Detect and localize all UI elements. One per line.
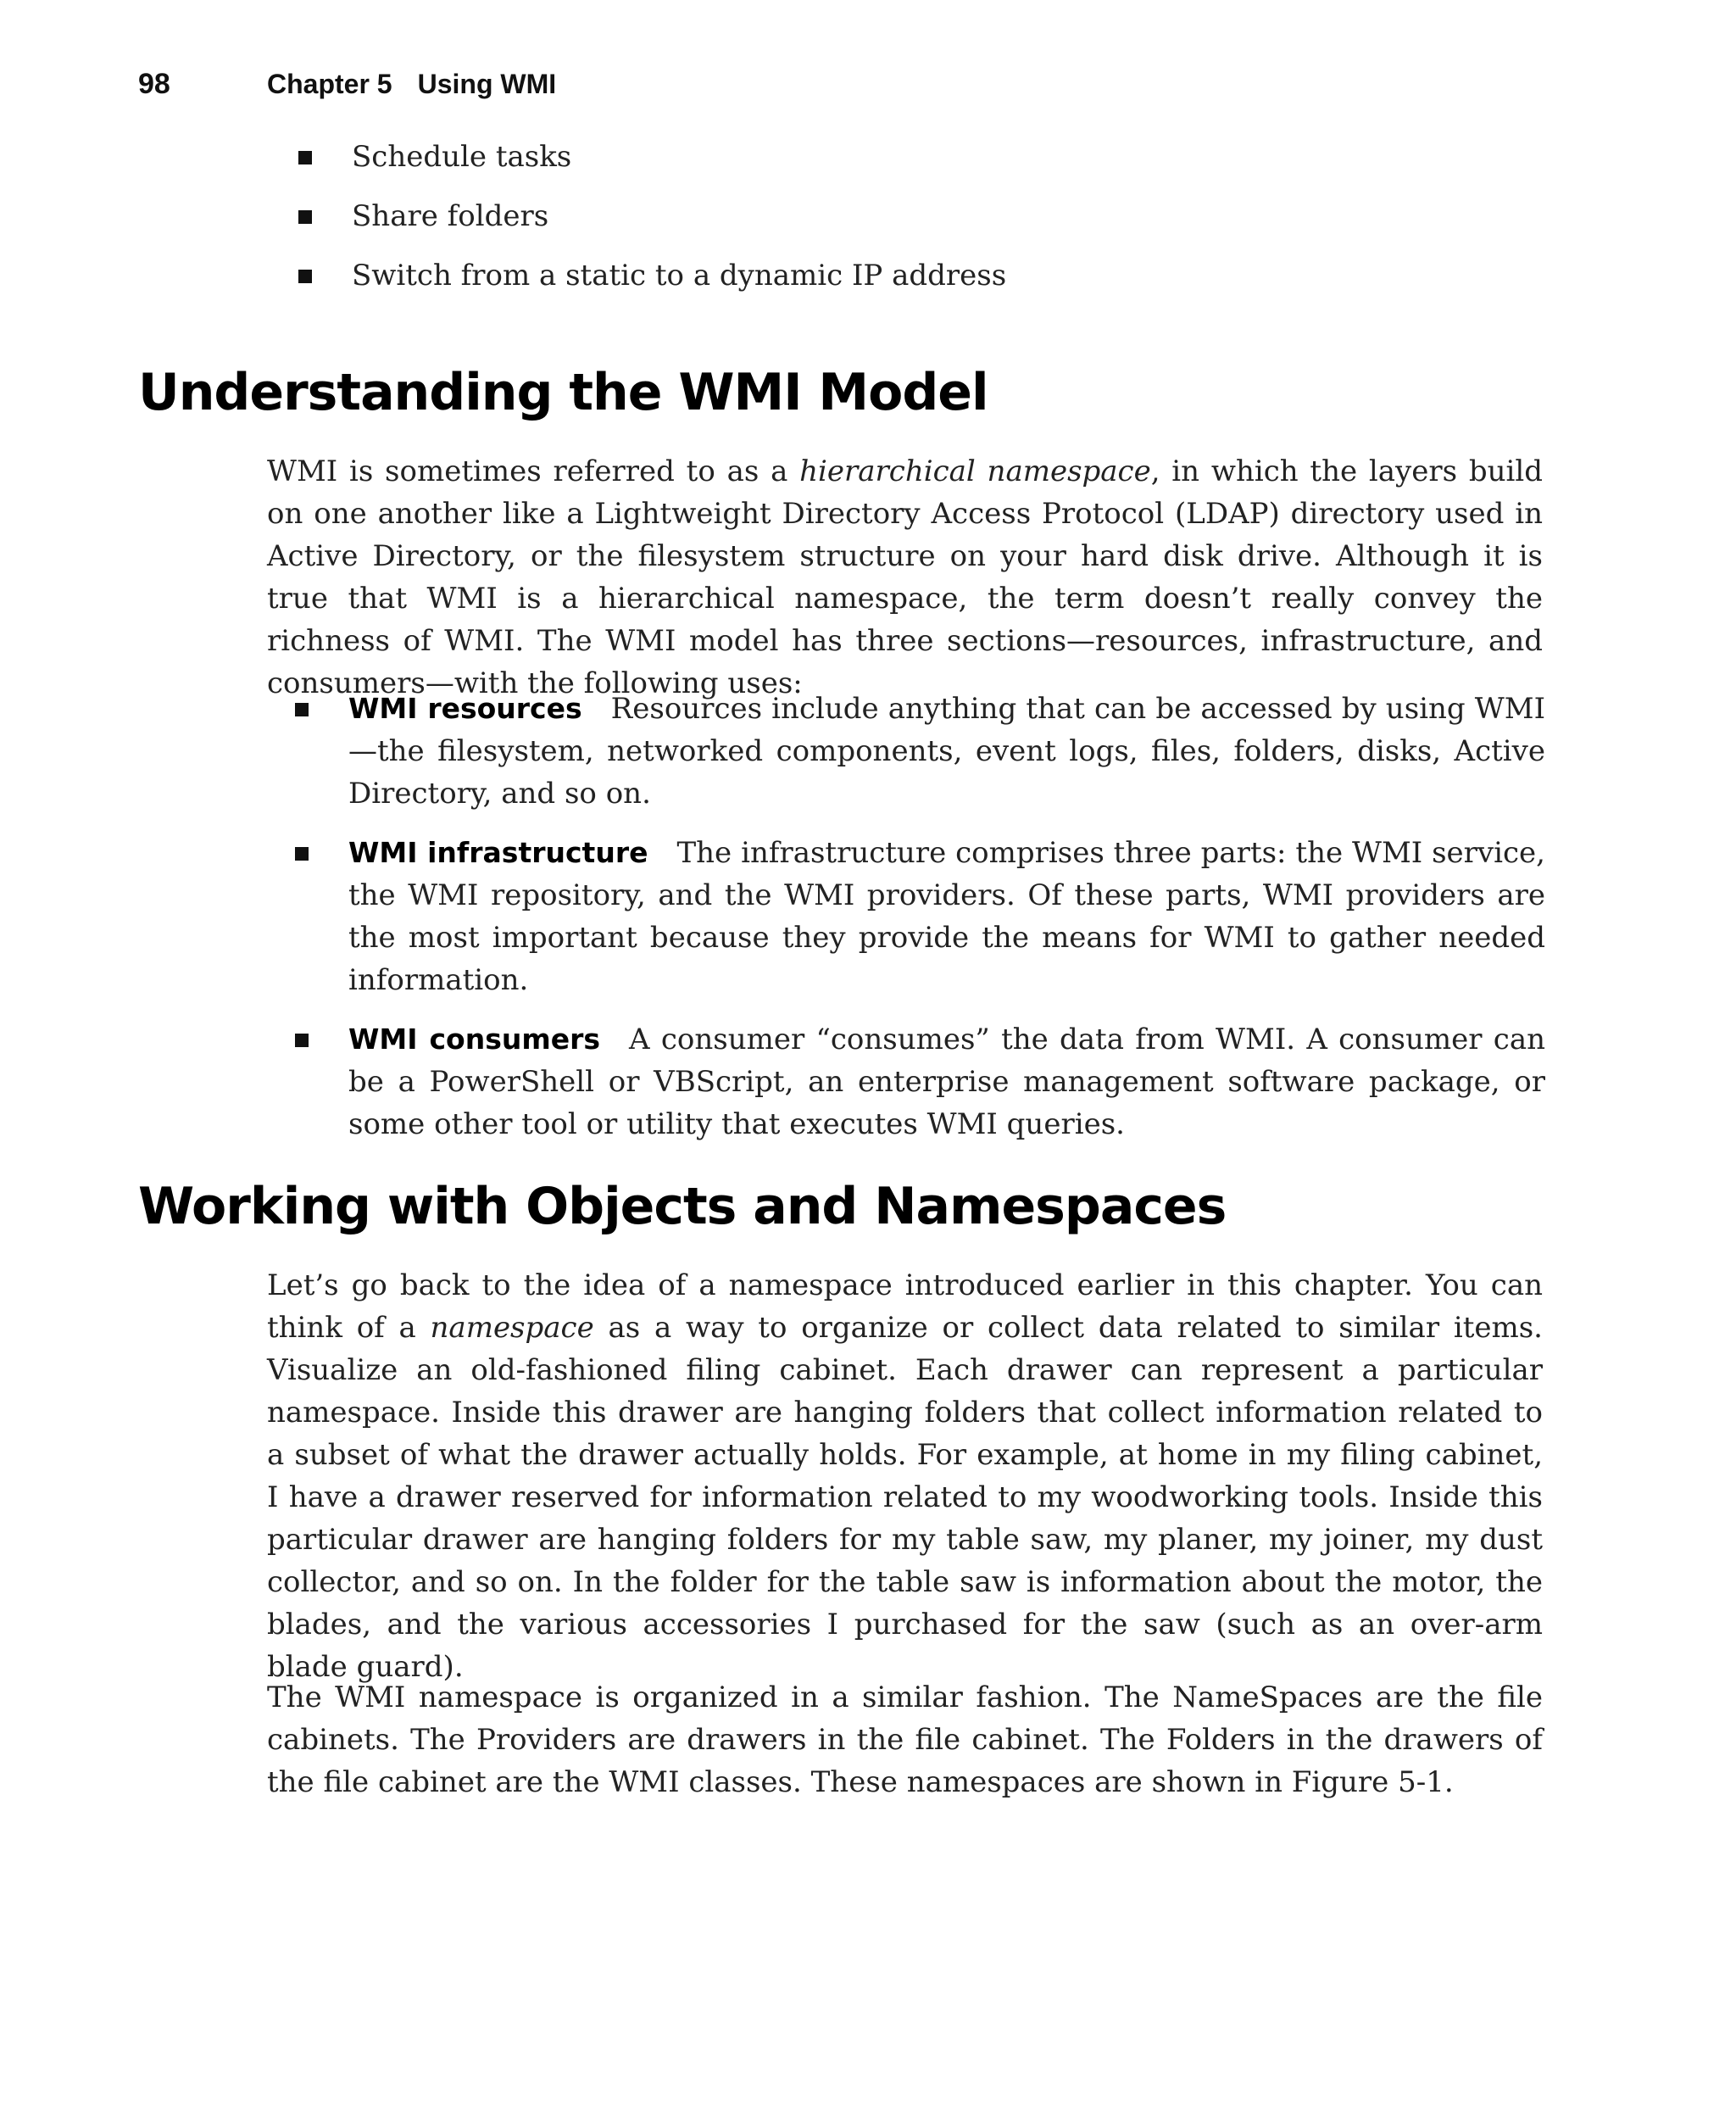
list-item <box>298 136 1570 195</box>
list-item-text: Switch from a static to a dynamic IP address <box>352 259 1007 293</box>
list-item <box>298 254 1570 314</box>
emphasis-term: hierarchical namespace <box>799 454 1151 488</box>
list-item-text: Schedule tasks <box>352 140 572 174</box>
paragraph-namespace-intro <box>267 1264 1543 1688</box>
chapter-label: Chapter 5 <box>267 69 392 99</box>
chapter-title: Using WMI <box>417 69 557 99</box>
definition-term: WMI infrastructure <box>348 836 648 869</box>
running-head <box>138 68 556 101</box>
emphasis-term: namespace <box>430 1311 594 1345</box>
paragraph-text: as a way to organize or collect data related to similar items. Visualize an old-fashioned filing cabinet. Each drawer can represent a particular namespace. Inside this drawer are hanging folders that collect information related to a subset of what the drawer actually holds. For example, at home in my filing cabinet, I have a drawer reserved for information related to my woodworking tools. Inside this particular drawer are hanging folders for my table saw, my planer, my joiner, my dust collector, and so on. In the folder for the table saw is information about the motor, the blades, and the various accessories I purchased for the saw (such as an over-arm blade guard). <box>267 1311 1543 1684</box>
paragraph-text: WMI is sometimes referred to as a <box>267 454 800 488</box>
bullet-square-icon <box>298 151 312 164</box>
definition-text: A consumer “consumes” the data from WMI. A consumer can be a PowerShell or VBScript, an enterprise management software package, or some other tool or utility that executes WMI queries. <box>348 1023 1545 1141</box>
paragraph-text: Let’s go back to the idea of a namespace introduced earlier in this chapter. You can think of a <box>267 1268 1543 1345</box>
paragraph-text: , in which the layers build on one another like a Lightweight Directory Access Protocol (LDAP) directory used in Active Directory, or the filesystem structure on your hard disk drive. Although it is true that WMI is a hierarchical namespace, the term doesn’t really convey the richness of WMI. The WMI model has three sections—resources, infrastructure, and consumers—with the following uses: <box>267 454 1543 700</box>
definition-item <box>295 1018 1545 1145</box>
page-number: 98 <box>138 68 170 100</box>
bullet-square-icon <box>295 847 309 861</box>
definition-item <box>295 832 1545 1001</box>
bullet-square-icon <box>295 703 309 716</box>
definition-text: Resources include anything that can be accessed by using WMI—the filesystem, networked components, event logs, files, folders, disks, Active Directory, and so on. <box>348 692 1546 811</box>
definition-term: WMI consumers <box>348 1023 601 1056</box>
definition-item <box>295 688 1545 815</box>
list-item <box>298 195 1570 254</box>
paragraph-namespace-organization: The WMI namespace is organized in a similar fashion. The NameSpaces are the file cabinets. The Providers are drawers in the file cabinet. The Folders in the drawers of the file cabinet are the WMI classes. These namespaces are shown in Figure 5-1. <box>267 1680 1543 1799</box>
paragraph-wmi-model <box>267 450 1543 705</box>
definition-list <box>295 688 1545 1162</box>
bullet-square-icon <box>295 1034 309 1047</box>
definition-text: The infrastructure comprises three parts: the WMI service, the WMI repository, and the WMI providers. Of these parts, WMI providers are the most important because they provide the means for WMI to gather needed information. <box>348 836 1545 997</box>
list-item-text: Share folders <box>352 199 549 233</box>
bullet-square-icon <box>298 210 312 224</box>
section-heading-wmi-model: Understanding the WMI Model <box>138 363 988 422</box>
intro-bullet-list <box>298 136 1570 314</box>
section-heading-objects-namespaces: Working with Objects and Namespaces <box>138 1177 1227 1236</box>
bullet-square-icon <box>298 270 312 283</box>
definition-term: WMI resources <box>348 692 582 725</box>
